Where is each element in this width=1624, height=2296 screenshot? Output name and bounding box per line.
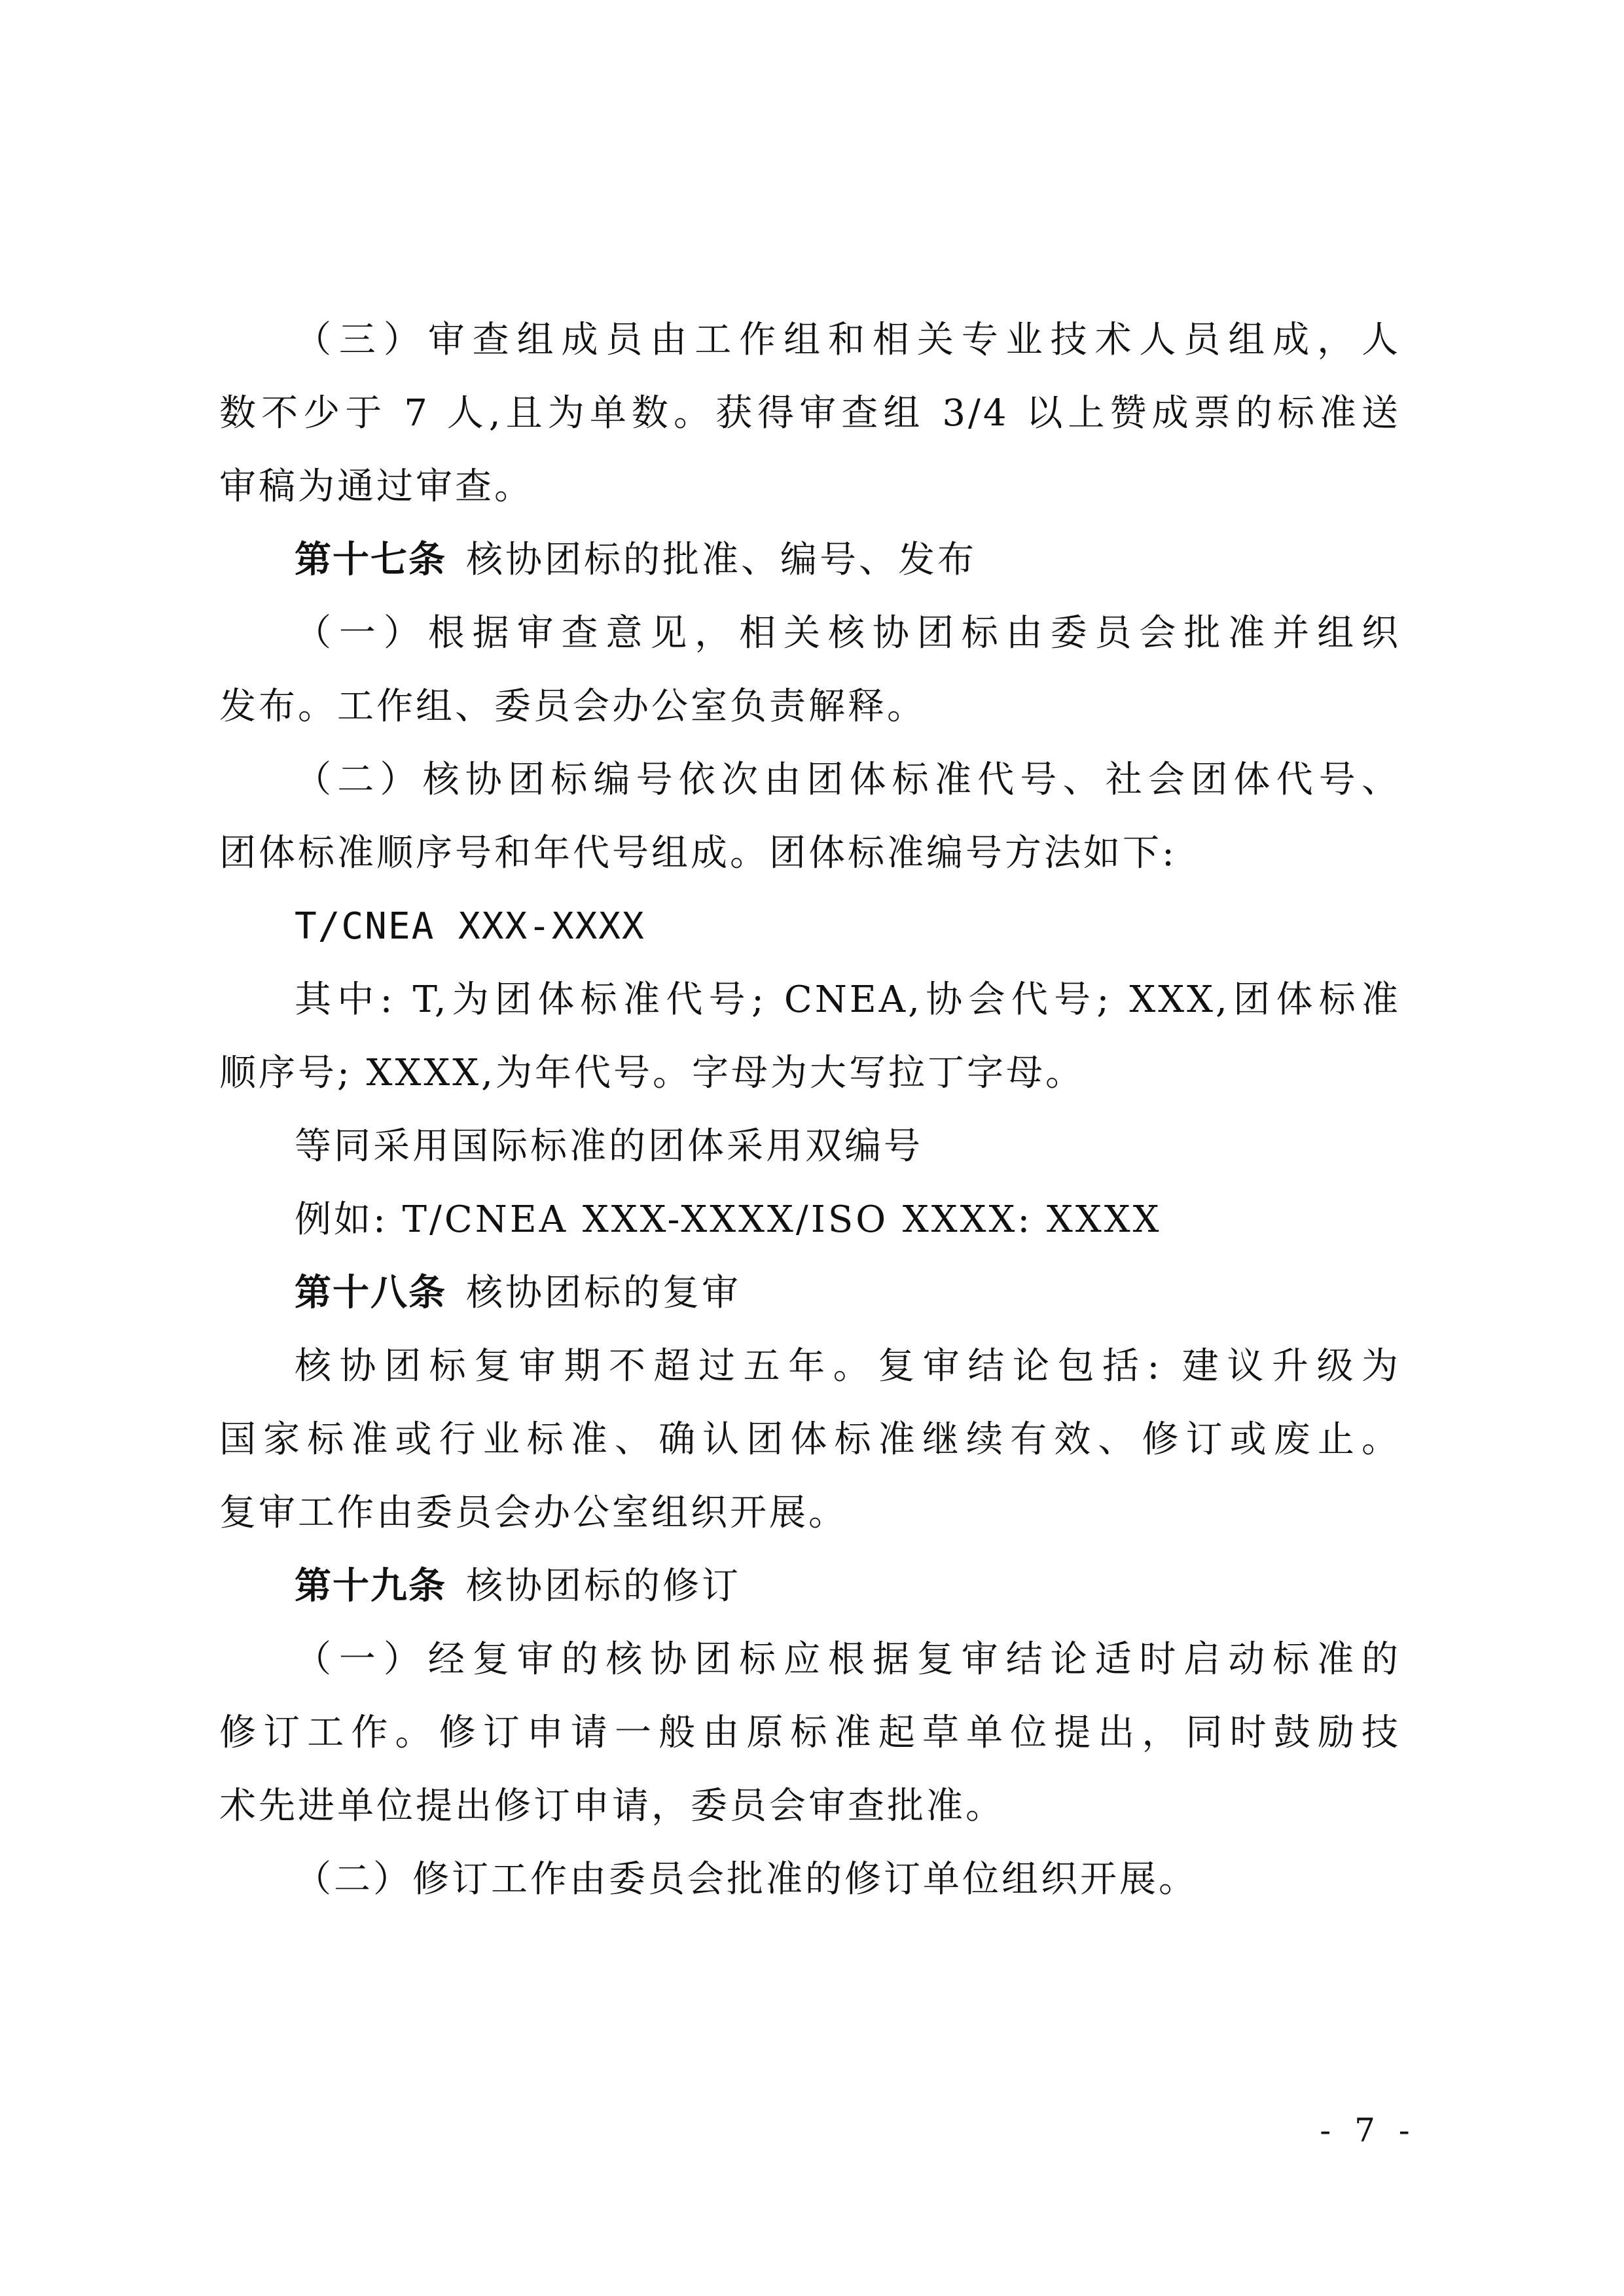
article-17-heading: [295, 534, 977, 586]
article-17-clause-2-line-2: 团体标准顺序号和年代号组成。团体标准编号方法如下:: [219, 832, 1177, 874]
article-17-clause-1-line-1: （一）根据审查意见，相关核协团标由委员会批准并组织: [295, 612, 1401, 655]
page-number: - 7 -: [1320, 2111, 1416, 2149]
article-19-clause-1-line-1: （一）经复审的核协团标应根据复审结论适时启动标准的: [295, 1638, 1401, 1681]
article-19-clause-1-line-2: 修订工作。修订申请一般由原标准起草单位提出，同时鼓励技: [219, 1712, 1401, 1754]
code-format-example: T/CNEA XXX-XXXX: [295, 905, 645, 948]
article-18-body-line-2: 国家标准或行业标准、确认团体标准继续有效、修订或废止。: [219, 1418, 1401, 1461]
article-19-clause-1-line-3: 术先进单位提出修订申请，委员会审查批准。: [219, 1785, 1005, 1827]
code-explanation-line-1: 其中: T,为团体标准代号; CNEA,协会代号; XXX,团体标准: [295, 978, 1401, 1021]
article-17-label: 第十七条: [295, 539, 446, 581]
clause-3-line-1: （三）审查组成员由工作组和相关专业技术人员组成，人: [295, 319, 1401, 361]
article-18-body-line-3: 复审工作由委员会办公室组织开展。: [219, 1492, 848, 1534]
article-18-title: 核协团标的复审: [466, 1272, 741, 1314]
article-18-body-line-1: 核协团标复审期不超过五年。复审结论包括: 建议升级为: [295, 1345, 1401, 1388]
clause-3-line-3: 审稿为通过审查。: [219, 465, 533, 508]
article-19-label: 第十九条: [295, 1565, 446, 1607]
article-17-clause-2-line-1: （二）核协团标编号依次由团体标准代号、社会团体代号、: [295, 759, 1401, 801]
dual-numbering-note: 等同采用国际标准的团体采用双编号: [295, 1125, 923, 1168]
article-18-label: 第十八条: [295, 1272, 446, 1314]
clause-3-line-2: 数不少于 7 人,且为单数。获得审查组 3/4 以上赞成票的标准送: [219, 392, 1401, 435]
article-17-title: 核协团标的批准、编号、发布: [466, 539, 977, 581]
article-17-clause-1-line-2: 发布。工作组、委员会办公室负责解释。: [219, 685, 926, 728]
dual-numbering-example: 例如: T/CNEA XXX-XXXX/ISO XXXX: XXXX: [295, 1198, 1162, 1241]
article-19-title: 核协团标的修订: [466, 1565, 741, 1607]
article-18-heading: [295, 1267, 741, 1319]
article-19-clause-2-line-1: （二）修订工作由委员会批准的修订单位组织开展。: [295, 1858, 1198, 1901]
code-explanation-line-2: 顺序号; XXXX,为年代号。字母为大写拉丁字母。: [219, 1052, 1085, 1094]
article-19-heading: [295, 1560, 741, 1613]
